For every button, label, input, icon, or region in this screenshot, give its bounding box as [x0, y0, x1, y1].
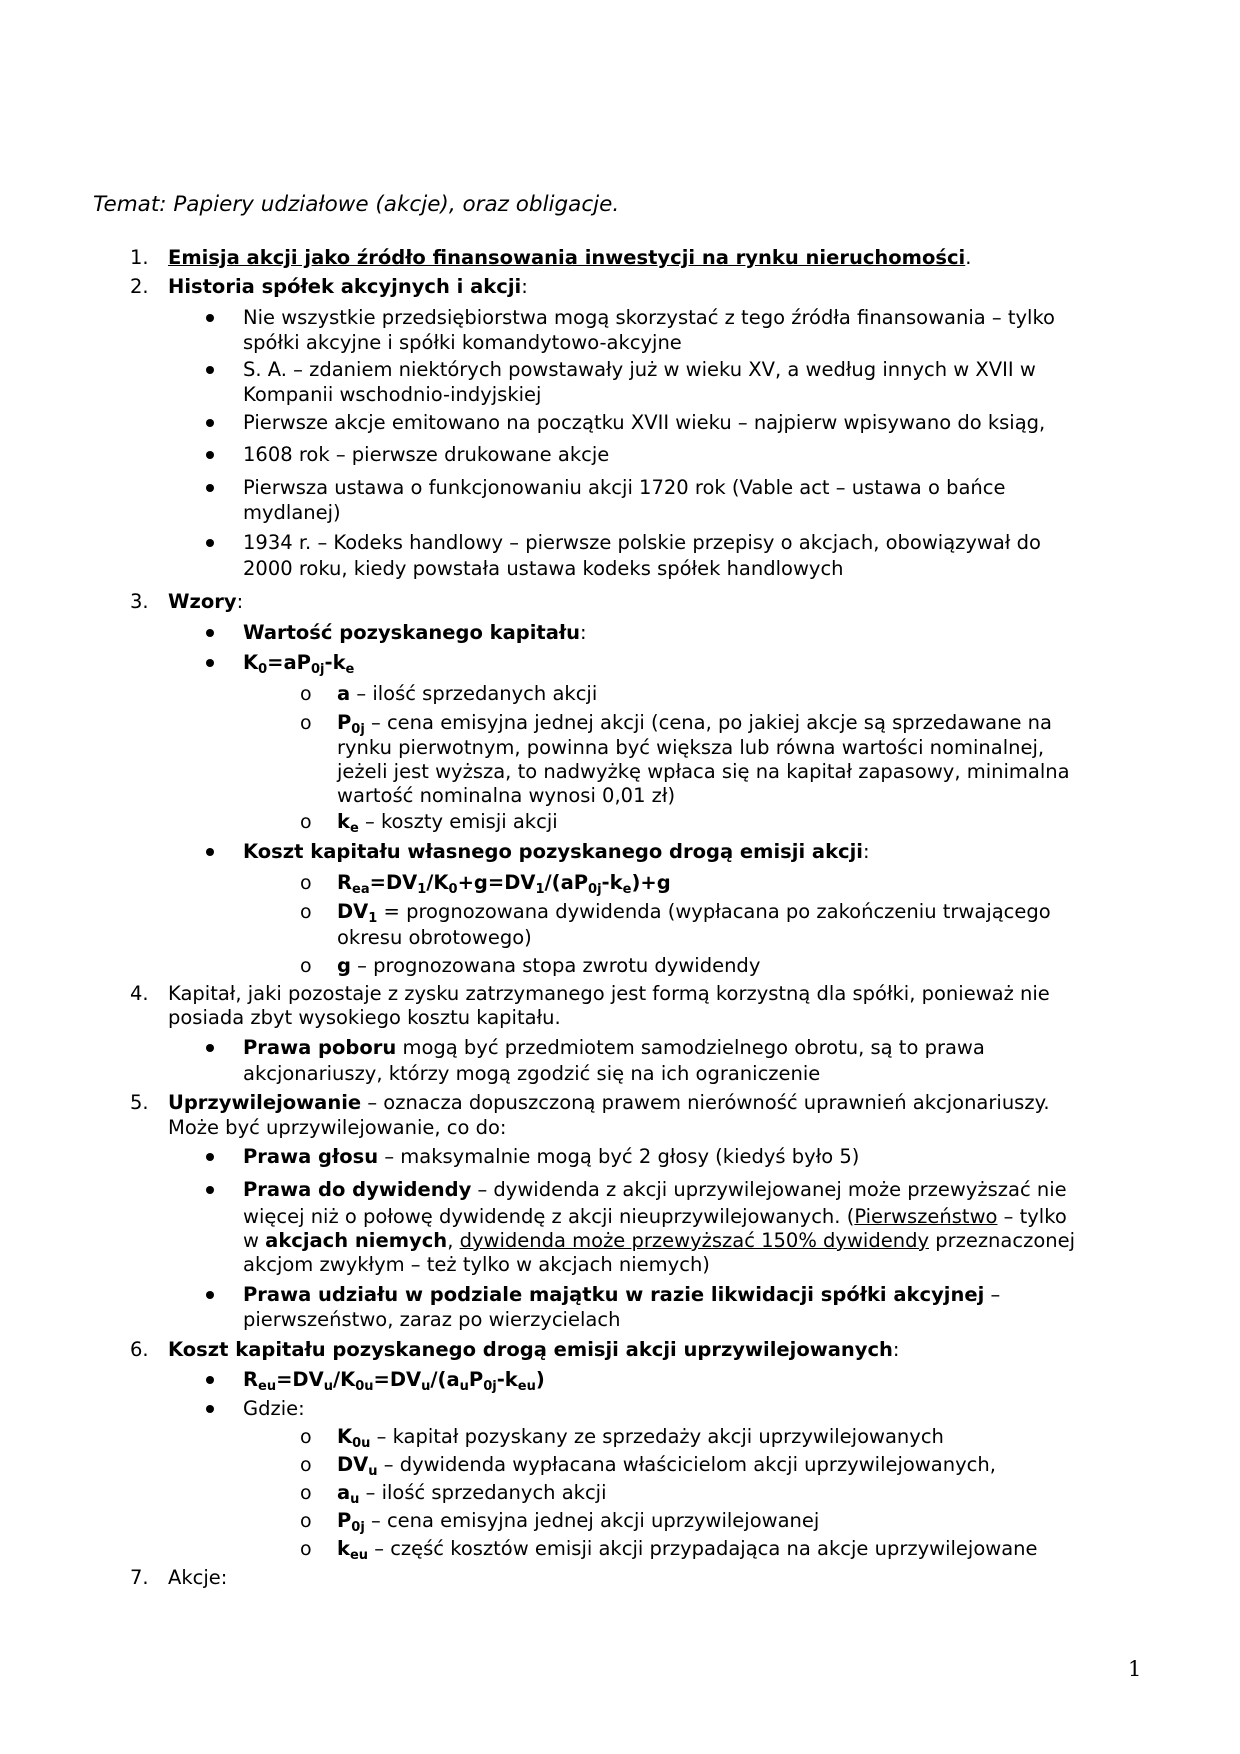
list-item: Gdzie: — [243, 1397, 305, 1420]
list-subitem: $DV_u$ – dywidenda wypłacana właścicielom akcji uprzywilejowanych, — [337, 1453, 996, 1479]
list-item: Prawa poboru mogą być przedmiotem samodzielnego obrotu, są to prawa — [243, 1036, 985, 1059]
formula-k0: $K_0=aP_{0j}-k_e$ — [243, 651, 355, 677]
list-subitem: $P_{0j}$ – cena emisyjna jednej akcji (cena, po jakiej akcje są sprzedawane na — [337, 711, 1052, 737]
paragraph: Akcje: — [168, 1566, 228, 1589]
list-item: Pierwsze akcje emitowano na początku XVII wieku – najpierw wpisywano do ksiąg, — [243, 411, 1046, 434]
bullet-icon — [206, 659, 214, 667]
page-title: Temat: Papiery udziałowe (akcje), oraz obligacje. — [93, 192, 620, 217]
bullet-icon — [206, 539, 214, 547]
circle-bullet-icon: o — [300, 811, 312, 833]
list-subitem: g – prognozowana stopa zwrotu dywidendy — [337, 954, 761, 977]
circle-bullet-icon: o — [300, 1510, 312, 1532]
circle-bullet-icon: o — [300, 683, 312, 705]
list-subitem: $DV_1$ = prognozowana dywidenda (wypłacana po zakończeniu trwającego — [337, 900, 1051, 926]
section-heading: Historia spółek akcyjnych i akcji: — [168, 275, 528, 298]
bullet-icon — [206, 1405, 214, 1413]
circle-bullet-icon: o — [300, 901, 312, 923]
bullet-icon — [206, 848, 214, 856]
list-number: 2. — [130, 275, 149, 298]
list-subitem-cont: rynku pierwotnym, powinna być większa lub równa wartości nominalnej, — [337, 736, 1045, 759]
list-subitem: $a_u$ – ilość sprzedanych akcji — [337, 1481, 607, 1507]
list-number: 4. — [130, 982, 149, 1005]
list-number: 3. — [130, 590, 149, 613]
list-item-cont: Kompanii wschodnio-indyjskiej — [243, 383, 542, 406]
circle-bullet-icon: o — [300, 872, 312, 894]
section-heading: Koszt kapitału pozyskanego drogą emisji akcji uprzywilejowanych: — [168, 1338, 900, 1361]
list-item: Koszt kapitału własnego pozyskanego drogą emisji akcji: — [243, 840, 870, 863]
list-item: Prawa do dywidendy – dywidenda z akcji uprzywilejowanej może przewyższać nie — [243, 1178, 1067, 1201]
list-item-cont: mydlanej) — [243, 501, 341, 524]
bullet-icon — [206, 1186, 214, 1194]
list-number: 6. — [130, 1338, 149, 1361]
bullet-icon — [206, 314, 214, 322]
list-item-cont: akcjonariuszy, którzy mogą zgodzić się na ich ograniczenie — [243, 1062, 821, 1085]
list-item: Nie wszystkie przedsiębiorstwa mogą skorzystać z tego źródła finansowania – tylko — [243, 306, 1055, 329]
circle-bullet-icon: o — [300, 955, 312, 977]
list-item: Prawa głosu – maksymalnie mogą być 2 głosy (kiedyś było 5) — [243, 1145, 860, 1168]
list-item: Pierwsza ustawa o funkcjonowaniu akcji 1720 rok (Vable act – ustawa o bańce — [243, 476, 1006, 499]
bullet-icon — [206, 484, 214, 492]
bullet-icon — [206, 1153, 214, 1161]
section-heading: Wzory: — [168, 590, 244, 613]
circle-bullet-icon: o — [300, 1538, 312, 1560]
list-item: S. A. – zdaniem niektórych powstawały już w wieku XV, a według innych w XVII w — [243, 358, 1036, 381]
list-subitem-cont: jeżeli jest wyższa, to nadwyżkę wpłaca się na kapitał zapasowy, minimalna — [337, 760, 1070, 783]
bullet-icon — [206, 1376, 214, 1384]
list-item-cont: akcjom zwykłym – też tylko w akcjach niemych) — [243, 1253, 710, 1276]
circle-bullet-icon: o — [300, 1426, 312, 1448]
paragraph-cont: posiada zbyt wysokiego kosztu kapitału. — [168, 1006, 561, 1029]
list-item: 1934 r. – Kodeks handlowy – pierwsze polskie przepisy o akcjach, obowiązywał do — [243, 531, 1041, 554]
list-item-cont: 2000 roku, kiedy powstała ustawa kodeks spółek handlowych — [243, 557, 844, 580]
circle-bullet-icon: o — [300, 1454, 312, 1476]
list-item-cont: w akcjach niemych, dywidenda może przewyższać 150% dywidendy przeznaczonej — [243, 1229, 1076, 1252]
list-item: Wartość pozyskanego kapitału: — [243, 621, 587, 644]
formula-reu: $R_{eu}=DV_u/K_{0u}=DV_u/(a_uP_{0j}-k_{eu})$ — [243, 1368, 545, 1394]
formula-rea: $R_{ea}=DV_1/K_0+g=DV_1/(aP_{0j}-k_e)+g$ — [337, 871, 671, 897]
list-subitem-cont: okresu obrotowego) — [337, 926, 532, 949]
list-number: 1. — [130, 246, 149, 269]
section-heading: Emisja akcji jako źródło finansowania inwestycji na rynku nieruchomości. — [168, 246, 972, 269]
bullet-icon — [206, 629, 214, 637]
list-subitem-cont: wartość nominalna wynosi 0,01 zł) — [337, 784, 676, 807]
list-subitem: $K_{0u}$ – kapitał pozyskany ze sprzedaży akcji uprzywilejowanych — [337, 1425, 944, 1451]
paragraph-cont: Może być uprzywilejowanie, co do: — [168, 1116, 507, 1139]
bullet-icon — [206, 451, 214, 459]
list-item: 1608 rok – pierwsze drukowane akcje — [243, 443, 610, 466]
bullet-icon — [206, 1291, 214, 1299]
paragraph: Kapitał, jaki pozostaje z zysku zatrzymanego jest formą korzystną dla spółki, ponieważ nie — [168, 982, 1050, 1005]
list-item-cont: pierwszeństwo, zaraz po wierzycielach — [243, 1308, 621, 1331]
list-subitem: a – ilość sprzedanych akcji — [337, 682, 598, 705]
bullet-icon — [206, 1044, 214, 1052]
list-number: 7. — [130, 1566, 149, 1589]
list-subitem: $k_e$ – koszty emisji akcji — [337, 810, 558, 836]
list-subitem: $k_{eu}$ – część kosztów emisji akcji przypadająca na akcje uprzywilejowane — [337, 1537, 1038, 1563]
bullet-icon — [206, 419, 214, 427]
list-item-cont: spółki akcyjne i spółki komandytowo-akcyjne — [243, 331, 682, 354]
page-number: 1 — [1128, 1657, 1142, 1681]
circle-bullet-icon: o — [300, 1482, 312, 1504]
paragraph: Uprzywilejowanie – oznacza dopuszczoną prawem nierówność uprawnień akcjonariuszy. — [168, 1091, 1050, 1114]
list-number: 5. — [130, 1091, 149, 1114]
list-item: Prawa udziału w podziale majątku w razie likwidacji spółki akcyjnej – — [243, 1283, 1001, 1306]
list-subitem: $P_{0j}$ – cena emisyjna jednej akcji uprzywilejowanej — [337, 1509, 820, 1535]
list-item-cont: więcej niż o połowę dywidendę z akcji nieuprzywilejowanych. (Pierwszeństwo – tylko — [243, 1205, 1067, 1228]
circle-bullet-icon: o — [300, 712, 312, 734]
bullet-icon — [206, 366, 214, 374]
